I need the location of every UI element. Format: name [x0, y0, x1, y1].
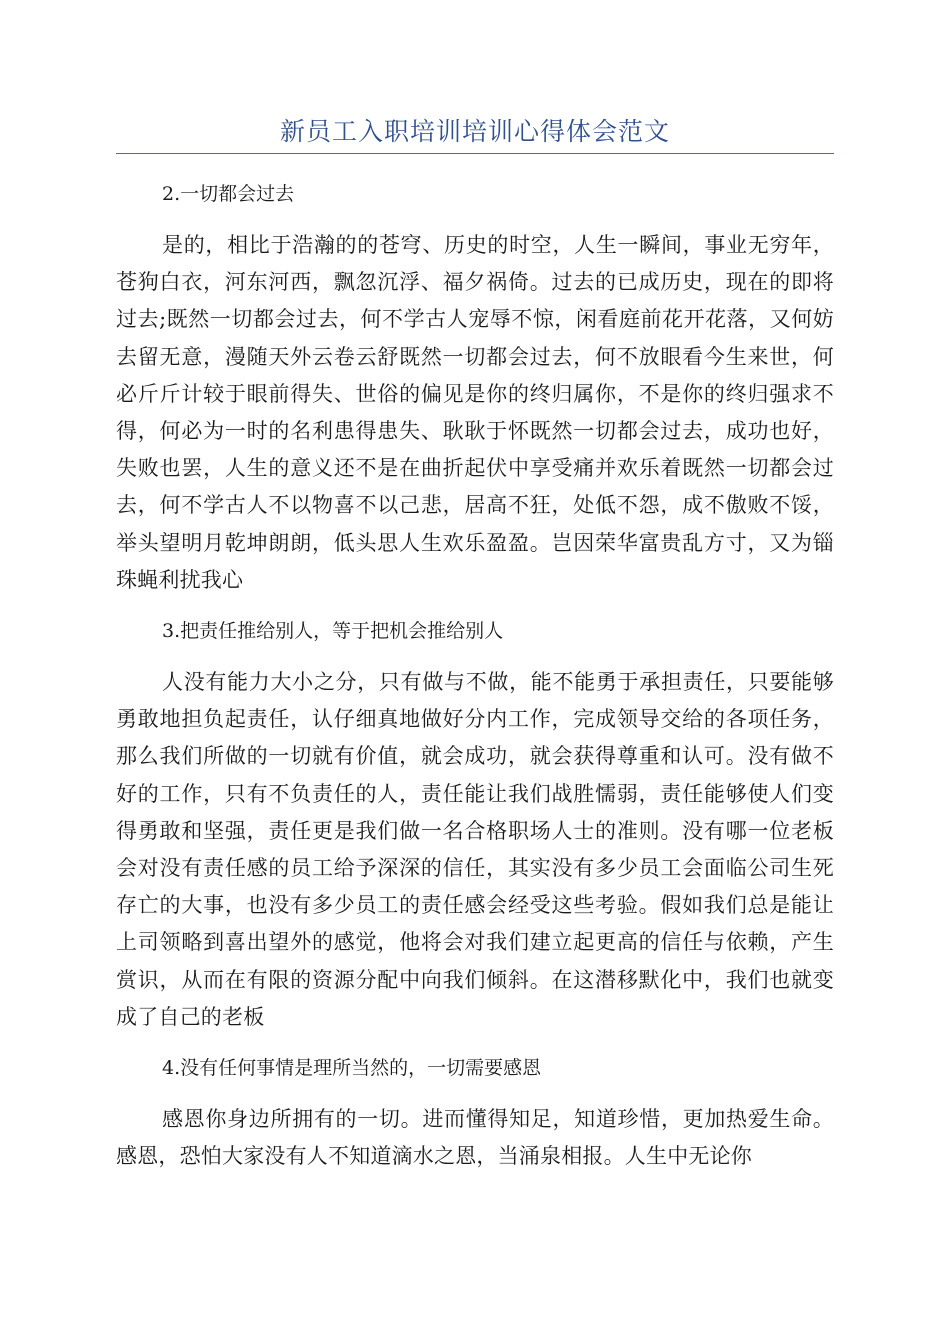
- title-underline: [116, 153, 834, 154]
- section-heading: 4.没有任何事情是理所当然的，一切需要感恩: [162, 1057, 542, 1080]
- section-heading: 2.一切都会过去: [162, 183, 295, 205]
- section-paragraph: 感恩你身边所拥有的一切。进而懂得知足，知道珍惜，更加热爱生命。感恩，恐怕大家没有人不知道滴水之恩，当涌泉相报。人生中无论你: [116, 1107, 834, 1169]
- section-paragraph: 人没有能力大小之分，只有做与不做，能不能勇于承担责任，只要能够勇敢地担负起责任，认仔细真地做好分内工作，完成领导交给的各项任务，那么我们所做的一切就有价值，就会成功，就会获得尊重和认可。没有做不好的工作，只有不负责任的人，责任能让我们战胜懦弱，责任能够使人们变得勇敢和坚强，责任更是我们做一名合格职场人士的准则。没有哪一位老板会对没有责任感的员工给予深深的信任，其实没有多少员工会面临公司生死存亡的大事，也没有多少员工的责任感会经受这些考验。假如我们总是能让上司领略到喜出望外的感觉，他将会对我们建立起更高的信任与依赖，产生赏识，从而在有限的资源分配中向我们倾斜。在这潜移默化中，我们也就变成了自己的老板: [116, 670, 834, 1029]
- document-body: [116, 176, 834, 1189]
- section-heading: 3.把责任推给别人，等于把机会推给别人: [162, 620, 504, 643]
- document-title: 新员工入职培训培训心得体会范文: [279, 117, 670, 146]
- section-paragraph: 是的，相比于浩瀚的的苍穹、历史的时空，人生一瞬间，事业无穷年，苍狗白衣，河东河西，飘忽沉浮、福夕祸倚。过去的已成历史，现在的即将过去;既然一切都会过去，何不学古人宠辱不惊，闲看庭前花开花落，又何妨去留无意，漫随天外云卷云舒既然一切都会过去，何不放眼看今生来世，何必斤斤计较于眼前得失、世俗的偏见是你的终归属你，不是你的终归强求不得，何必为一时的名利患得患失、耿耿于怀既然一切都会过去，成功也好，失败也罢，人生的意义还不是在曲折起伏中享受痛并欢乐着既然一切都会过去，何不学古人不以物喜不以己悲，居高不狂，处低不怨，成不傲败不馁，举头望明月乾坤朗朗，低头思人生欢乐盈盈。岂因荣华富贵乱方寸，又为锱珠蝇利扰我心: [116, 233, 834, 592]
